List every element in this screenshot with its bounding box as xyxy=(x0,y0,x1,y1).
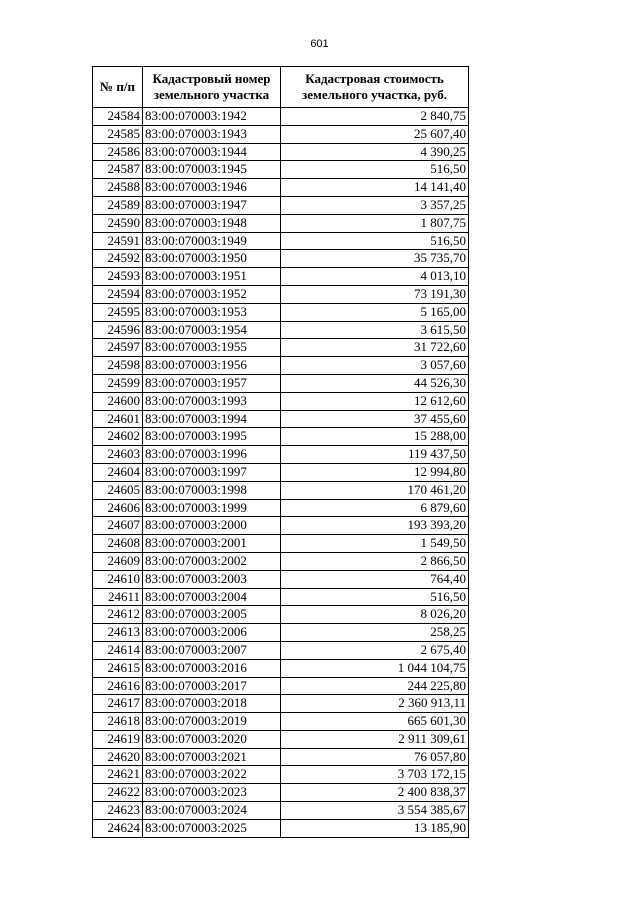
table-row xyxy=(93,748,469,766)
cadastral-number-cell: 83:00:070003:2018 xyxy=(143,695,281,713)
table-row xyxy=(93,588,469,606)
table-row xyxy=(93,677,469,695)
cadastral-value-cell: 6 879,60 xyxy=(281,499,469,517)
cadastral-value-cell: 258,25 xyxy=(281,624,469,642)
row-number-cell: 24621 xyxy=(93,766,143,784)
cadastral-number-cell: 83:00:070003:2022 xyxy=(143,766,281,784)
cadastral-value-cell: 1 807,75 xyxy=(281,214,469,232)
cadastral-number-cell: 83:00:070003:1947 xyxy=(143,196,281,214)
table-row xyxy=(93,552,469,570)
row-number-cell: 24590 xyxy=(93,214,143,232)
table-row xyxy=(93,766,469,784)
cadastral-number-cell: 83:00:070003:1944 xyxy=(143,143,281,161)
cadastral-number-cell: 83:00:070003:1945 xyxy=(143,161,281,179)
cadastral-value-cell: 3 357,25 xyxy=(281,196,469,214)
row-number-cell: 24609 xyxy=(93,552,143,570)
table-row xyxy=(93,535,469,553)
cadastral-number-cell: 83:00:070003:1946 xyxy=(143,179,281,197)
row-number-cell: 24587 xyxy=(93,161,143,179)
cadastral-number-cell: 83:00:070003:1952 xyxy=(143,285,281,303)
cadastral-value-cell: 31 722,60 xyxy=(281,339,469,357)
cadastral-value-cell: 25 607,40 xyxy=(281,125,469,143)
cadastral-number-cell: 83:00:070003:2021 xyxy=(143,748,281,766)
row-number-cell: 24603 xyxy=(93,446,143,464)
cadastral-value-cell: 2 911 309,61 xyxy=(281,730,469,748)
cadastral-value-cell: 15 288,00 xyxy=(281,428,469,446)
table-row xyxy=(93,481,469,499)
row-number-cell: 24613 xyxy=(93,624,143,642)
row-number-cell: 24594 xyxy=(93,285,143,303)
cadastral-number-cell: 83:00:070003:1996 xyxy=(143,446,281,464)
table-row xyxy=(93,125,469,143)
cadastral-number-cell: 83:00:070003:2000 xyxy=(143,517,281,535)
cadastral-number-cell: 83:00:070003:2024 xyxy=(143,802,281,820)
header-row-number: № п/п xyxy=(93,67,143,108)
cadastral-number-cell: 83:00:070003:1948 xyxy=(143,214,281,232)
table-row xyxy=(93,819,469,837)
cadastral-value-cell: 2 866,50 xyxy=(281,552,469,570)
cadastral-number-cell: 83:00:070003:2003 xyxy=(143,570,281,588)
row-number-cell: 24604 xyxy=(93,463,143,481)
cadastral-number-cell: 83:00:070003:1949 xyxy=(143,232,281,250)
cadastral-number-cell: 83:00:070003:2006 xyxy=(143,624,281,642)
row-number-cell: 24617 xyxy=(93,695,143,713)
row-number-cell: 24595 xyxy=(93,303,143,321)
cadastral-value-cell: 35 735,70 xyxy=(281,250,469,268)
cadastral-value-cell: 12 612,60 xyxy=(281,392,469,410)
row-number-cell: 24610 xyxy=(93,570,143,588)
table-row xyxy=(93,659,469,677)
row-number-cell: 24600 xyxy=(93,392,143,410)
table-row xyxy=(93,730,469,748)
cadastral-value-cell: 1 044 104,75 xyxy=(281,659,469,677)
table-header xyxy=(93,67,469,108)
row-number-cell: 24591 xyxy=(93,232,143,250)
cadastral-number-cell: 83:00:070003:2016 xyxy=(143,659,281,677)
cadastral-value-cell: 4 390,25 xyxy=(281,143,469,161)
cadastral-number-cell: 83:00:070003:2023 xyxy=(143,784,281,802)
table-row xyxy=(93,784,469,802)
cadastral-number-cell: 83:00:070003:2017 xyxy=(143,677,281,695)
cadastral-value-cell: 5 165,00 xyxy=(281,303,469,321)
cadastral-number-cell: 83:00:070003:2020 xyxy=(143,730,281,748)
table-row xyxy=(93,517,469,535)
cadastral-number-cell: 83:00:070003:2005 xyxy=(143,606,281,624)
row-number-cell: 24615 xyxy=(93,659,143,677)
row-number-cell: 24599 xyxy=(93,374,143,392)
cadastral-value-cell: 73 191,30 xyxy=(281,285,469,303)
cadastral-value-cell: 516,50 xyxy=(281,588,469,606)
table-row xyxy=(93,695,469,713)
row-number-cell: 24616 xyxy=(93,677,143,695)
row-number-cell: 24608 xyxy=(93,535,143,553)
cadastral-number-cell: 83:00:070003:1999 xyxy=(143,499,281,517)
cadastral-value-cell: 2 840,75 xyxy=(281,108,469,126)
table-row xyxy=(93,285,469,303)
cadastral-value-cell: 119 437,50 xyxy=(281,446,469,464)
cadastral-number-cell: 83:00:070003:1956 xyxy=(143,357,281,375)
cadastral-value-cell: 764,40 xyxy=(281,570,469,588)
cadastral-value-cell: 4 013,10 xyxy=(281,268,469,286)
table-row xyxy=(93,196,469,214)
table-row xyxy=(93,713,469,731)
cadastral-value-cell: 44 526,30 xyxy=(281,374,469,392)
table-row xyxy=(93,108,469,126)
table-row xyxy=(93,463,469,481)
table-row xyxy=(93,303,469,321)
cadastral-value-cell: 2 360 913,11 xyxy=(281,695,469,713)
cadastral-value-table xyxy=(92,66,469,838)
table-row xyxy=(93,392,469,410)
row-number-cell: 24607 xyxy=(93,517,143,535)
table-row xyxy=(93,802,469,820)
cadastral-value-cell: 2 675,40 xyxy=(281,641,469,659)
row-number-cell: 24620 xyxy=(93,748,143,766)
row-number-cell: 24596 xyxy=(93,321,143,339)
cadastral-value-cell: 3 057,60 xyxy=(281,357,469,375)
row-number-cell: 24614 xyxy=(93,641,143,659)
cadastral-number-cell: 83:00:070003:2004 xyxy=(143,588,281,606)
cadastral-number-cell: 83:00:070003:1998 xyxy=(143,481,281,499)
cadastral-value-cell: 3 703 172,15 xyxy=(281,766,469,784)
table-row xyxy=(93,446,469,464)
table-row xyxy=(93,641,469,659)
cadastral-number-cell: 83:00:070003:1997 xyxy=(143,463,281,481)
cadastral-number-cell: 83:00:070003:1957 xyxy=(143,374,281,392)
cadastral-value-cell: 8 026,20 xyxy=(281,606,469,624)
row-number-cell: 24597 xyxy=(93,339,143,357)
cadastral-value-cell: 3 554 385,67 xyxy=(281,802,469,820)
cadastral-number-cell: 83:00:070003:1995 xyxy=(143,428,281,446)
table-row xyxy=(93,428,469,446)
row-number-cell: 24601 xyxy=(93,410,143,428)
header-cadastral-number: Кадастровый номер земельного участка xyxy=(143,67,281,108)
row-number-cell: 24602 xyxy=(93,428,143,446)
row-number-cell: 24589 xyxy=(93,196,143,214)
table-row xyxy=(93,410,469,428)
cadastral-value-cell: 170 461,20 xyxy=(281,481,469,499)
row-number-cell: 24585 xyxy=(93,125,143,143)
cadastral-value-cell: 2 400 838,37 xyxy=(281,784,469,802)
row-number-cell: 24584 xyxy=(93,108,143,126)
table-row xyxy=(93,570,469,588)
row-number-cell: 24606 xyxy=(93,499,143,517)
cadastral-number-cell: 83:00:070003:1943 xyxy=(143,125,281,143)
cadastral-number-cell: 83:00:070003:1951 xyxy=(143,268,281,286)
row-number-cell: 24612 xyxy=(93,606,143,624)
cadastral-number-cell: 83:00:070003:1950 xyxy=(143,250,281,268)
cadastral-number-cell: 83:00:070003:2025 xyxy=(143,819,281,837)
row-number-cell: 24619 xyxy=(93,730,143,748)
cadastral-value-cell: 76 057,80 xyxy=(281,748,469,766)
table-row xyxy=(93,250,469,268)
table-row xyxy=(93,143,469,161)
cadastral-number-cell: 83:00:070003:2019 xyxy=(143,713,281,731)
table-row xyxy=(93,374,469,392)
cadastral-number-cell: 83:00:070003:2002 xyxy=(143,552,281,570)
cadastral-number-cell: 83:00:070003:1953 xyxy=(143,303,281,321)
table-row xyxy=(93,357,469,375)
page-number: 601 xyxy=(310,38,329,50)
row-number-cell: 24598 xyxy=(93,357,143,375)
cadastral-value-cell: 244 225,80 xyxy=(281,677,469,695)
table-row xyxy=(93,499,469,517)
cadastral-value-cell: 37 455,60 xyxy=(281,410,469,428)
table-row xyxy=(93,339,469,357)
table-row xyxy=(93,268,469,286)
cadastral-value-cell: 12 994,80 xyxy=(281,463,469,481)
cadastral-value-cell: 14 141,40 xyxy=(281,179,469,197)
cadastral-value-cell: 516,50 xyxy=(281,161,469,179)
cadastral-number-cell: 83:00:070003:1993 xyxy=(143,392,281,410)
cadastral-value-cell: 13 185,90 xyxy=(281,819,469,837)
row-number-cell: 24624 xyxy=(93,819,143,837)
table-row xyxy=(93,232,469,250)
cadastral-value-cell: 665 601,30 xyxy=(281,713,469,731)
row-number-cell: 24588 xyxy=(93,179,143,197)
row-number-cell: 24593 xyxy=(93,268,143,286)
cadastral-value-cell: 516,50 xyxy=(281,232,469,250)
cadastral-number-cell: 83:00:070003:2001 xyxy=(143,535,281,553)
header-cadastral-value: Кадастровая стоимость земельного участка, руб. xyxy=(281,67,469,108)
cadastral-number-cell: 83:00:070003:2007 xyxy=(143,641,281,659)
cadastral-number-cell: 83:00:070003:1955 xyxy=(143,339,281,357)
row-number-cell: 24592 xyxy=(93,250,143,268)
table-row xyxy=(93,606,469,624)
table-row xyxy=(93,624,469,642)
cadastral-number-cell: 83:00:070003:1994 xyxy=(143,410,281,428)
row-number-cell: 24611 xyxy=(93,588,143,606)
table-row xyxy=(93,179,469,197)
row-number-cell: 24586 xyxy=(93,143,143,161)
row-number-cell: 24618 xyxy=(93,713,143,731)
row-number-cell: 24605 xyxy=(93,481,143,499)
cadastral-number-cell: 83:00:070003:1954 xyxy=(143,321,281,339)
table-row xyxy=(93,214,469,232)
cadastral-value-cell: 3 615,50 xyxy=(281,321,469,339)
table-body xyxy=(93,108,469,838)
cadastral-value-cell: 1 549,50 xyxy=(281,535,469,553)
header-row xyxy=(93,67,469,108)
row-number-cell: 24623 xyxy=(93,802,143,820)
cadastral-number-cell: 83:00:070003:1942 xyxy=(143,108,281,126)
row-number-cell: 24622 xyxy=(93,784,143,802)
table-row xyxy=(93,321,469,339)
cadastral-value-cell: 193 393,20 xyxy=(281,517,469,535)
table-row xyxy=(93,161,469,179)
